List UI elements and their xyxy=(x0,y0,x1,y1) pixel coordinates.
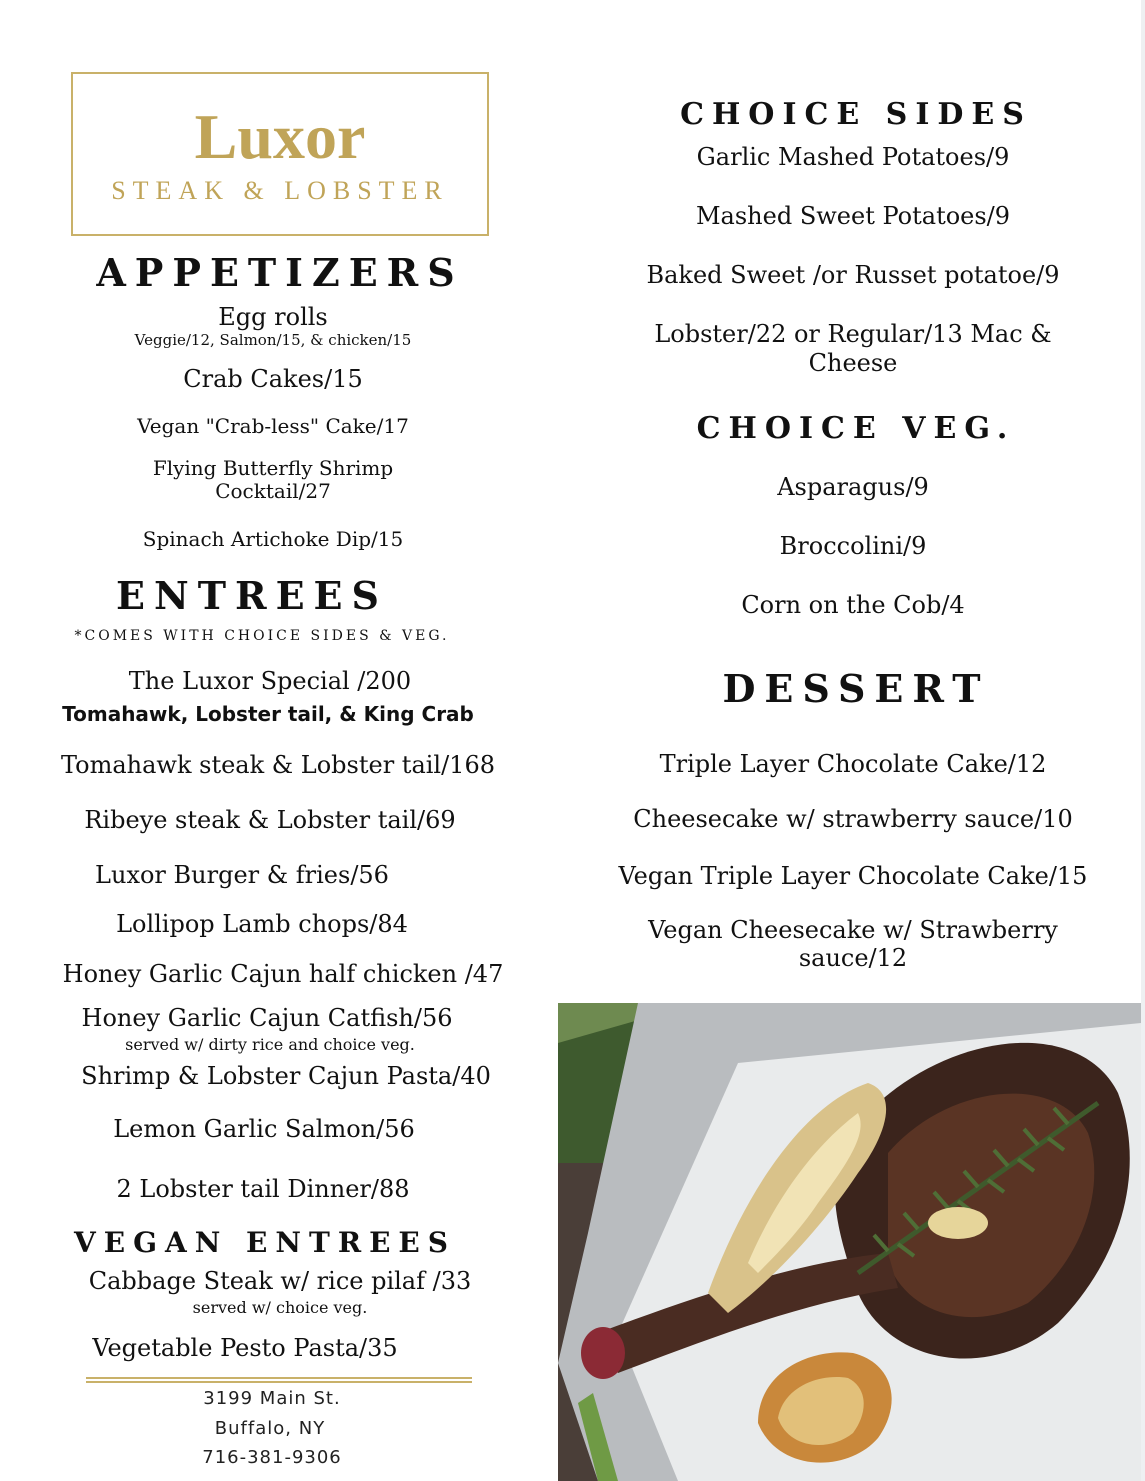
veg-asparagus: Asparagus/9 xyxy=(777,473,929,501)
entree-cajun-catfish: Honey Garlic Cajun Catfish/56 xyxy=(81,1004,453,1032)
entrees-heading: ENTREES xyxy=(116,573,388,618)
entree-luxor-special-note: Tomahawk, Lobster tail, & King Crab xyxy=(62,702,474,726)
entree-shrimp-lobster-pasta: Shrimp & Lobster Cajun Pasta/40 xyxy=(81,1062,491,1090)
appetizer-egg-rolls-note: Veggie/12, Salmon/15, & chicken/15 xyxy=(134,331,412,349)
veg-corn: Corn on the Cob/4 xyxy=(741,591,965,619)
entrees-note: *COMES WITH CHOICE SIDES & VEG. xyxy=(74,628,450,644)
entree-cajun-catfish-note: served w/ dirty rice and choice veg. xyxy=(125,1035,415,1054)
choice-sides-heading: CHOICE SIDES xyxy=(680,97,1032,132)
entree-ribeye-lobster: Ribeye steak & Lobster tail/69 xyxy=(84,806,456,834)
dessert-chocolate-cake: Triple Layer Chocolate Cake/12 xyxy=(659,750,1047,778)
address-rule-top xyxy=(86,1377,472,1379)
page-edge xyxy=(1141,0,1145,1481)
side-mac-cheese-line2: Cheese xyxy=(808,349,898,377)
logo-title: Luxor xyxy=(194,101,366,172)
appetizer-crab-cakes: Crab Cakes/15 xyxy=(183,365,363,393)
entree-tomahawk-lobster: Tomahawk steak & Lobster tail/168 xyxy=(61,751,495,779)
logo-subtitle: STEAK & LOBSTER xyxy=(111,176,449,205)
entree-lemon-garlic-salmon: Lemon Garlic Salmon/56 xyxy=(113,1115,415,1143)
food-photo xyxy=(558,1003,1141,1481)
dessert-vegan-cheesecake-line2: sauce/12 xyxy=(798,944,908,972)
entree-lamb-chops: Lollipop Lamb chops/84 xyxy=(116,910,408,938)
dessert-vegan-chocolate-cake: Vegan Triple Layer Chocolate Cake/15 xyxy=(618,862,1088,890)
appetizer-spinach-dip: Spinach Artichoke Dip/15 xyxy=(142,527,404,551)
vegan-cabbage-steak-note: served w/ choice veg. xyxy=(192,1298,368,1317)
vegan-entrees-heading: VEGAN ENTREES xyxy=(74,1226,456,1259)
side-baked-potato: Baked Sweet /or Russet potatoe/9 xyxy=(646,261,1060,289)
dessert-cheesecake: Cheesecake w/ strawberry sauce/10 xyxy=(633,805,1073,833)
address-city: Buffalo, NY xyxy=(214,1418,326,1439)
choice-veg-heading: CHOICE VEG. xyxy=(696,411,1016,446)
dessert-heading: DESSERT xyxy=(722,666,990,711)
side-garlic-mashed: Garlic Mashed Potatoes/9 xyxy=(696,143,1010,171)
logo-box xyxy=(71,72,489,236)
address-street: 3199 Main St. xyxy=(203,1388,341,1409)
appetizer-vegan-crab-cake: Vegan "Crab-less" Cake/17 xyxy=(137,414,409,438)
appetizers-heading: APPETIZERS xyxy=(96,250,464,295)
dessert-vegan-cheesecake: Vegan Cheesecake w/ Strawberry xyxy=(648,916,1058,944)
vegan-pesto-pasta: Vegetable Pesto Pasta/35 xyxy=(92,1334,398,1362)
entree-luxor-burger: Luxor Burger & fries/56 xyxy=(95,861,389,889)
appetizer-shrimp-cocktail: Flying Butterfly Shrimp xyxy=(152,456,394,480)
entree-lobster-tail-dinner: 2 Lobster tail Dinner/88 xyxy=(116,1175,410,1203)
side-mashed-sweet: Mashed Sweet Potatoes/9 xyxy=(695,202,1011,230)
veg-broccolini: Broccolini/9 xyxy=(779,532,927,560)
side-mac-cheese: Lobster/22 or Regular/13 Mac & xyxy=(654,320,1052,348)
address-rule-bottom xyxy=(86,1381,472,1383)
entree-luxor-special: The Luxor Special /200 xyxy=(128,667,412,695)
address-phone: 716-381-9306 xyxy=(202,1447,342,1468)
vegan-cabbage-steak: Cabbage Steak w/ rice pilaf /33 xyxy=(88,1267,472,1295)
entree-cajun-chicken: Honey Garlic Cajun half chicken /47 xyxy=(62,960,504,988)
appetizer-shrimp-cocktail-line2: Cocktail/27 xyxy=(215,479,331,503)
appetizer-egg-rolls: Egg rolls xyxy=(218,303,328,331)
